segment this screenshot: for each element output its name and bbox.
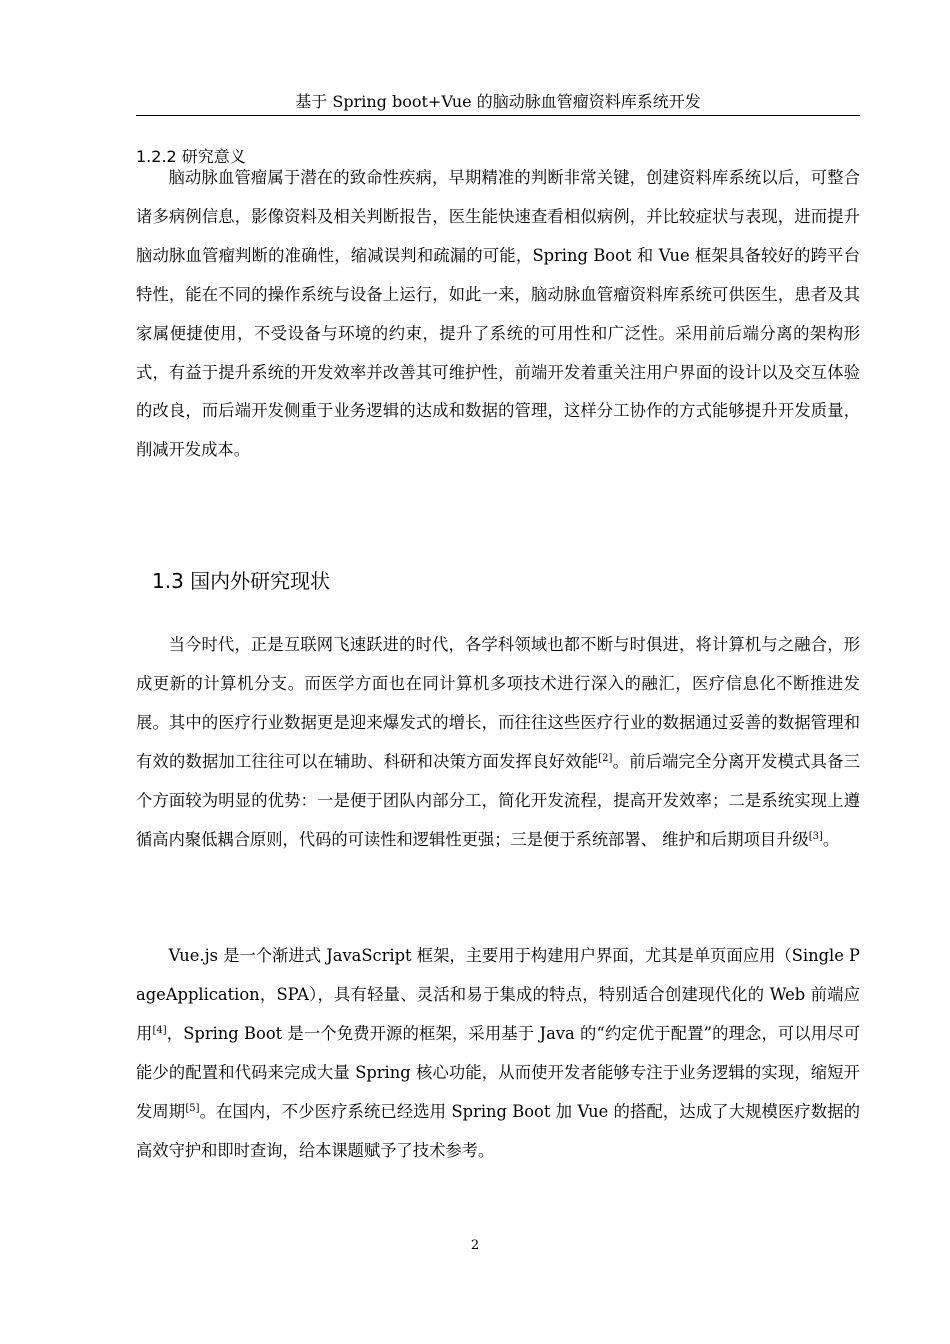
research-status-paragraph-2 [136, 937, 860, 1170]
research-significance-paragraph [136, 159, 860, 470]
citation-ref-5: [5] [185, 1102, 200, 1114]
research-status-paragraph-1 [136, 626, 860, 859]
header-divider [136, 115, 860, 116]
running-header: 基于 Spring boot+Vue 的脑动脉血管瘤资料库系统开发 [295, 92, 701, 111]
paragraph-text: 。 [822, 829, 840, 849]
paragraph-text: Vue.js 是一个渐进式 JavaScript 框架，主要用于构建用户界面，尤其是单页面应用（Single PageApplication，SPA），具有轻量、灵活和易于集成的特点，特别适合创建现代化的 Web 前端应用 [136, 946, 860, 1043]
section-heading-1-3: 1.3 国内外研究现状 [152, 569, 331, 593]
section-heading-1-2-2: 1.2.2 研究意义 [136, 147, 246, 166]
paragraph-text: 当今时代，正是互联网飞速跃进的时代，各学科领域也都不断与时俱进，将计算机与之融合，形成更新的计算机分支。而医学方面也在同计算机多项技术进行深入的融汇，医疗信息化不断推进发展。其中的医疗行业数据更是迎来爆发式的增长，而往往这些医疗行业的数据通过妥善的数据管理和有效的数据加工往往可以在辅助、科研和决策方面发挥良好效能 [136, 635, 860, 771]
paragraph-text: ，Spring Boot 是一个免费开源的框架，采用基于 Java 的“约定优于配置”的理念，可以用尽可能少的配置和代码来完成大量 Spring 核心功能，从而使开发者能够专注于业务逻辑的实现，缩短开发周期 [136, 1023, 860, 1121]
citation-ref-2: [2] [598, 752, 613, 764]
paragraph-text: 脑动脉血管瘤属于潜在的致命性疾病，早期精准的判断非常关键，创建资料库系统以后，可整合诸多病例信息，影像资料及相关判断报告，医生能快速查看相似病例，并比较症状与表现，进而提升脑动脉血管瘤判断的准确性，缩减误判和疏漏的可能，Spring Boot 和 Vue 框架具备较好的跨平台特性，能在不同的操作系统与设备上运行，如此一来，脑动脉血管瘤资料库系统可供医生，患者及其家属便捷使用，不受设备与环境的约束，提升了系统的可用性和广泛性。采用前后端分离的架构形式，有益于提升系统的开发效率并改善其可维护性，前端开发着重关注用户界面的设计以及交互体验的改良，而后端开发侧重于业务逻辑的达成和数据的管理，这样分工协作的方式能够提升开发质量，削减开发成本。 [136, 168, 860, 460]
paragraph-text: 。在国内，不少医疗系统已经选用 Spring Boot 加 Vue 的搭配，达成了大规模医疗数据的高效守护和即时查询，给本课题赋予了技术参考。 [136, 1101, 860, 1160]
page-number: 2 [470, 1238, 480, 1253]
citation-ref-3: [3] [808, 830, 823, 842]
citation-ref-4: [4] [152, 1024, 167, 1036]
paragraph-text: 。前后端完全分离开发模式具备三个方面较为明显的优势：一是便于团队内部分工，简化开发流程，提高开发效率；二是系统实现上遵循高内聚低耦合原则，代码的可读性和逻辑性更强；三是便于系统部署、 维护和后期项目升级 [136, 751, 860, 849]
